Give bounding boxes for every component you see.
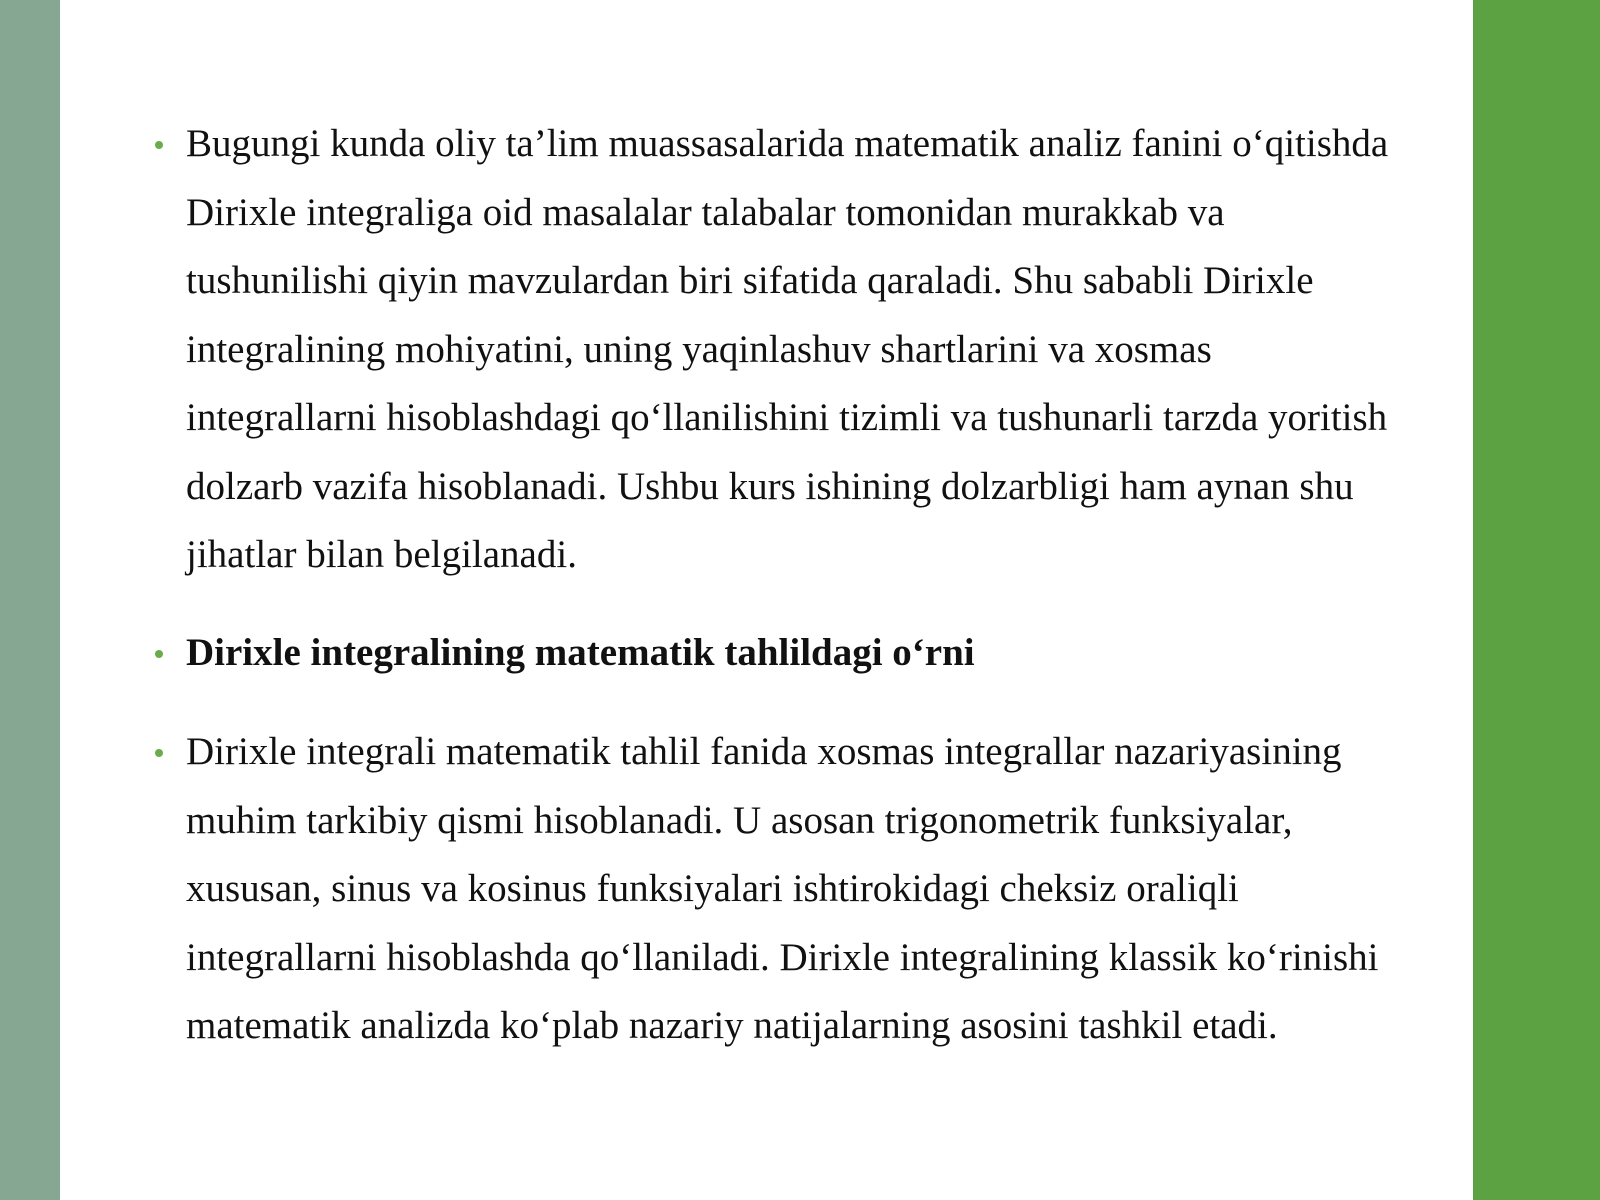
- bullet-dot-icon: [155, 650, 163, 658]
- bullet-text: Bugungi kunda oliy ta’lim muassasalarida matematik analiz fanini o‘qitishda Dirixle integraliga oid masalalar talabalar tomonidan murakkab va tushunilishi qiyin mavzulardan biri sifatida qaraladi. Shu sababli Dirixle integralining mohiyatini, uning yaqinlashuv shartlarini va xosmas integrallarni hisoblashdagi qo‘llanilishini tizimli va tushunarli tarzda yoritish dolzarb vazifa hisoblanadi. Ushbu kurs ishining dolzarbligi ham aynan shu jihatlar bilan belgilanadi.: [186, 122, 1389, 576]
- right-decorative-band: [1473, 0, 1600, 1200]
- bullet-item-heading: [150, 619, 1400, 688]
- bullet-heading-text: Dirixle integralining matematik tahlildagi o‘rni: [186, 630, 975, 674]
- bullet-dot-icon: [155, 749, 163, 757]
- bullet-text: Dirixle integrali matematik tahlil fanida xosmas integrallar nazariyasining muhim tarkibiy qismi hisoblanadi. U asosan trigonometrik funksiyalar, xususan, sinus va kosinus funksiyalari ishtirokidagi cheksiz oraliqli integrallarni hisoblashda qo‘llaniladi. Dirixle integralining klassik ko‘rinishi matematik analizda ko‘plab nazariy natijalarning asosini tashkil etadi.: [186, 730, 1379, 1047]
- bullet-item-description: [150, 718, 1400, 1061]
- bullet-dot-icon: [155, 141, 163, 149]
- slide-content: [150, 110, 1400, 1061]
- bullet-item-relevance: [150, 110, 1400, 590]
- left-decorative-band: [0, 0, 60, 1200]
